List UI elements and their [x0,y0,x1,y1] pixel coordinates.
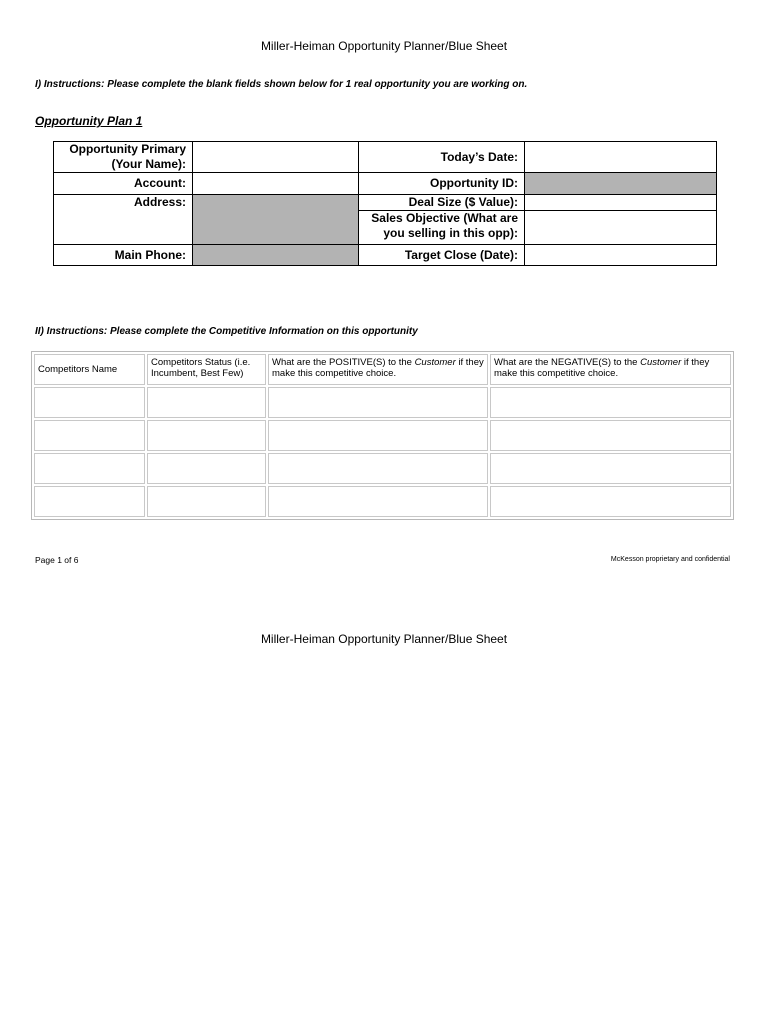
deal-size-label: Deal Size ($ Value): [359,195,525,211]
opportunity-id-field [525,173,717,195]
primary-field[interactable] [193,142,359,173]
table-row [34,387,731,418]
opportunity-plan-heading: Opportunity Plan 1 [35,114,143,128]
col-negatives: What are the NEGATIVE(S) to the Customer if they make this competitive choice. [490,354,731,385]
positives-cell[interactable] [268,486,488,517]
todays-date-field[interactable] [525,142,717,173]
deal-size-field[interactable] [525,195,717,211]
address-field [193,195,359,245]
page-title-2: Miller-Heiman Opportunity Planner/Blue Sheet [260,632,508,646]
table-row [34,420,731,451]
competitor-name-cell[interactable] [34,453,145,484]
account-field[interactable] [193,173,359,195]
section1-instructions: I) Instructions: Please complete the blank fields shown below for 1 real opportunity you are working on. [35,79,528,90]
competitor-status-cell[interactable] [147,453,266,484]
negatives-cell[interactable] [490,486,731,517]
competitor-name-cell[interactable] [34,387,145,418]
address-label: Address: [54,195,193,245]
col-competitors-name: Competitors Name [34,354,145,385]
primary-label: Opportunity Primary (Your Name): [54,142,193,173]
col-positives: What are the POSITIVE(S) to the Customer if they make this competitive choice. [268,354,488,385]
sales-objective-label: Sales Objective (What are you selling in this opp): [359,211,525,245]
competitor-status-cell[interactable] [147,420,266,451]
sales-objective-field[interactable] [525,211,717,245]
negatives-cell[interactable] [490,453,731,484]
negatives-cell[interactable] [490,420,731,451]
account-label: Account: [54,173,193,195]
competitor-status-cell[interactable] [147,486,266,517]
col-competitors-status: Competitors Status (i.e. Incumbent, Best Few) [147,354,266,385]
main-phone-field [193,245,359,266]
confidential-note: McKesson proprietary and confidential [610,556,730,563]
competitor-status-cell[interactable] [147,387,266,418]
section2-instructions: II) Instructions: Please complete the Competitive Information on this opportunity [35,326,418,337]
positives-cell[interactable] [268,453,488,484]
competitor-name-cell[interactable] [34,420,145,451]
page-title: Miller-Heiman Opportunity Planner/Blue Sheet [260,39,508,53]
table-row [34,453,731,484]
main-phone-label: Main Phone: [54,245,193,266]
positives-cell[interactable] [268,387,488,418]
positives-cell[interactable] [268,420,488,451]
competitor-table [31,351,734,520]
target-close-label: Target Close (Date): [359,245,525,266]
todays-date-label: Today’s Date: [359,142,525,173]
opportunity-id-label: Opportunity ID: [359,173,525,195]
negatives-cell[interactable] [490,387,731,418]
target-close-field[interactable] [525,245,717,266]
competitor-header-row [34,354,731,385]
competitor-name-cell[interactable] [34,486,145,517]
table-row [34,486,731,517]
page-number: Page 1 of 6 [35,555,79,565]
opportunity-form-table [53,141,717,266]
